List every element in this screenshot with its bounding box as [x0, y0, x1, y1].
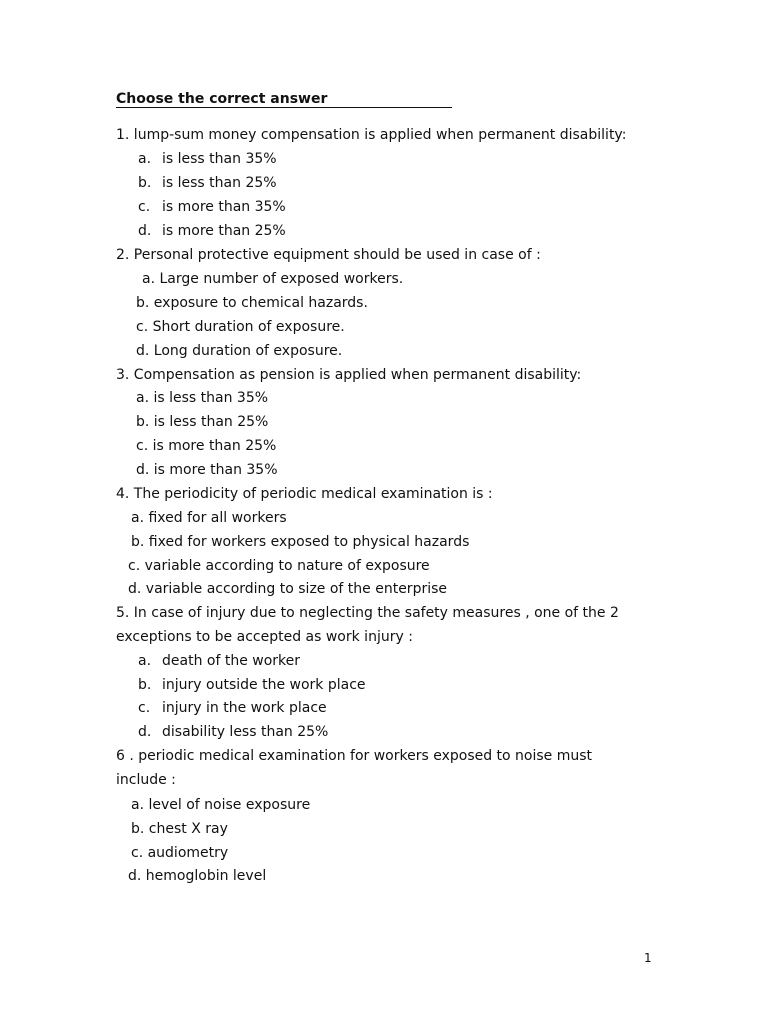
question-5-stem-line-2: exceptions to be accepted as work injury :: [116, 629, 413, 645]
question-3-option-c: c. is more than 25%: [136, 438, 277, 454]
heading-underline: [116, 107, 452, 108]
page-number: 1: [644, 951, 652, 965]
question-2-option-b: b. exposure to chemical hazards.: [136, 295, 368, 311]
question-3-option-b: b. is less than 25%: [136, 414, 269, 430]
question-5-option-a: [138, 652, 300, 670]
option-marker: d.: [138, 223, 152, 239]
option-text: disability less than 25%: [162, 724, 329, 740]
question-5-option-c: [138, 699, 327, 717]
section-heading: [116, 90, 452, 110]
option-text: death of the worker: [162, 653, 301, 669]
option-marker: a.: [138, 151, 152, 167]
option-text: is less than 35%: [162, 151, 277, 167]
option-marker: c.: [138, 199, 151, 215]
question-1-option-a: [138, 150, 277, 168]
question-4-option-c: c. variable according to nature of exposure: [128, 558, 430, 574]
question-1-option-d: [138, 222, 286, 240]
option-marker: d.: [138, 724, 152, 740]
option-marker: c.: [138, 700, 151, 716]
question-3-stem: 3. Compensation as pension is applied when permanent disability:: [116, 367, 582, 383]
heading-text: Choose the correct answer: [116, 91, 328, 107]
question-4-stem: 4. The periodicity of periodic medical examination is :: [116, 486, 493, 502]
option-marker: b.: [138, 175, 152, 191]
question-6-stem-line-1: 6 . periodic medical examination for workers exposed to noise must: [116, 748, 593, 764]
question-1-option-c: [138, 198, 286, 216]
question-4-option-d: d. variable according to size of the enterprise: [128, 581, 448, 597]
question-6-option-d: d. hemoglobin level: [128, 868, 267, 884]
question-2-option-d: d. Long duration of exposure.: [136, 343, 343, 359]
question-6-stem-line-2: include :: [116, 772, 176, 788]
question-2-option-a: a. Large number of exposed workers.: [142, 271, 404, 287]
option-text: injury outside the work place: [162, 677, 366, 693]
question-4-option-b: b. fixed for workers exposed to physical hazards: [131, 534, 470, 550]
question-5-stem-line-1: 5. In case of injury due to neglecting the safety measures , one of the 2: [116, 605, 619, 621]
question-4-option-a: a. fixed for all workers: [131, 510, 287, 526]
option-text: is more than 25%: [162, 223, 286, 239]
option-text: is less than 25%: [162, 175, 277, 191]
question-6-option-c: c. audiometry: [131, 845, 229, 861]
question-5-option-d: [138, 723, 328, 741]
question-5-option-b: [138, 676, 366, 694]
option-text: injury in the work place: [162, 700, 327, 716]
question-6-option-b: b. chest X ray: [131, 821, 228, 837]
question-3-option-a: a. is less than 35%: [136, 390, 269, 406]
option-marker: a.: [138, 653, 152, 669]
question-2-stem: 2. Personal protective equipment should be used in case of :: [116, 247, 541, 263]
question-2-option-c: c. Short duration of exposure.: [136, 319, 345, 335]
question-6-option-a: a. level of noise exposure: [131, 797, 311, 813]
question-1-option-b: [138, 174, 277, 192]
question-3-option-d: d. is more than 35%: [136, 462, 278, 478]
question-1-stem: 1. lump-sum money compensation is applied when permanent disability:: [116, 127, 627, 143]
option-marker: b.: [138, 677, 152, 693]
option-text: is more than 35%: [162, 199, 286, 215]
